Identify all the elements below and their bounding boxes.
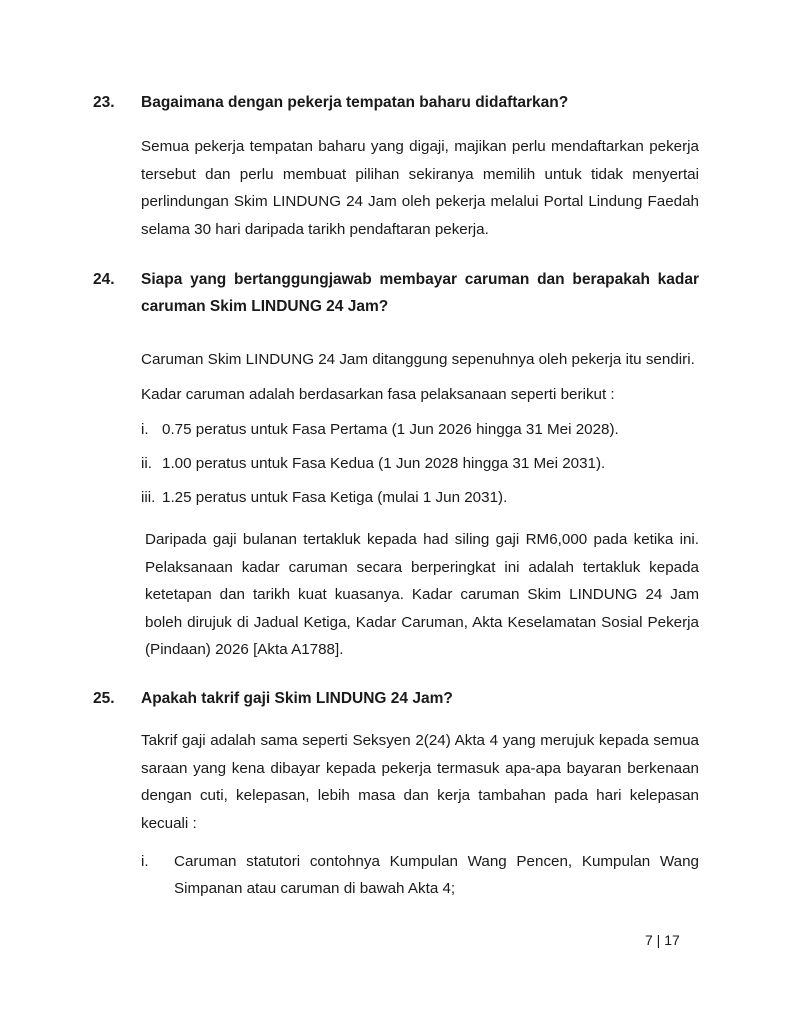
answer-24-line1 xyxy=(141,346,699,374)
question-number: 23. xyxy=(93,94,115,111)
page-number: 7 | 17 xyxy=(645,932,680,948)
answer-paragraph: Kadar caruman adalah berdasarkan fasa pelaksanaan seperti berikut : xyxy=(141,386,615,403)
list-marker: i. xyxy=(141,421,149,438)
question-text: Siapa yang bertanggungjawab membayar caruman dan berapakah kadar caruman Skim LINDUNG 24 Jam? xyxy=(141,271,699,315)
list-marker: i. xyxy=(141,853,149,870)
list-text: 1.00 peratus untuk Fasa Kedua (1 Jun 2028 hingga 31 Mei 2031). xyxy=(162,455,606,472)
answer-paragraph: Caruman Skim LINDUNG 24 Jam ditanggung sepenuhnya oleh pekerja itu sendiri. xyxy=(141,351,695,368)
answer-23 xyxy=(141,133,699,243)
list-text: 1.25 peratus untuk Fasa Ketiga (mulai 1 Jun 2031). xyxy=(162,489,508,506)
list-marker: iii. xyxy=(141,489,156,506)
answer-paragraph: Daripada gaji bulanan tertakluk kepada had siling gaji RM6,000 pada ketika ini. Pelaksanaan kadar caruman secara berperingkat ini adalah tertakluk kepada ketetapan dan tarikh kuat kuasanya. Kadar caruman Skim LINDUNG 24 Jam boleh dirujuk di Jadual Ketiga, Kadar Caruman, Akta Keselamatan Sosial Pekerja (Pindaan) 2026 [Akta A1788]. xyxy=(145,531,699,658)
list-text: Caruman statutori contohnya Kumpulan Wang Pencen, Kumpulan Wang Simpanan atau caruman di bawah Akta 4; xyxy=(174,853,699,897)
list-text: 0.75 peratus untuk Fasa Pertama (1 Jun 2026 hingga 31 Mei 2028). xyxy=(162,421,619,438)
question-text: Bagaimana dengan pekerja tempatan baharu didaftarkan? xyxy=(141,94,569,111)
question-number: 25. xyxy=(93,690,115,707)
answer-paragraph: Takrif gaji adalah sama seperti Seksyen 2(24) Akta 4 yang merujuk kepada semua saraan yang kena dibayar kepada pekerja termasuk apa-apa bayaran berkenaan dengan cuti, kelepasan, lebih masa dan kerja tambahan pada hari kelepasan kecuali : xyxy=(141,732,699,832)
question-text: Apakah takrif gaji Skim LINDUNG 24 Jam? xyxy=(141,690,453,707)
answer-paragraph: Semua pekerja tempatan baharu yang digaji, majikan perlu mendaftarkan pekerja tersebut dan perlu membuat pilihan sekiranya memilih untuk tidak menyertai perlindungan Skim LINDUNG 24 Jam oleh pekerja melalui Portal Lindung Faedah selama 30 hari daripada tarikh pendaftaran pekerja. xyxy=(141,138,699,238)
answer-24-line2 xyxy=(141,381,699,409)
question-number: 24. xyxy=(93,271,115,288)
list-marker: ii. xyxy=(141,455,152,472)
answer-24-detail xyxy=(145,526,699,664)
answer-25 xyxy=(141,727,699,837)
